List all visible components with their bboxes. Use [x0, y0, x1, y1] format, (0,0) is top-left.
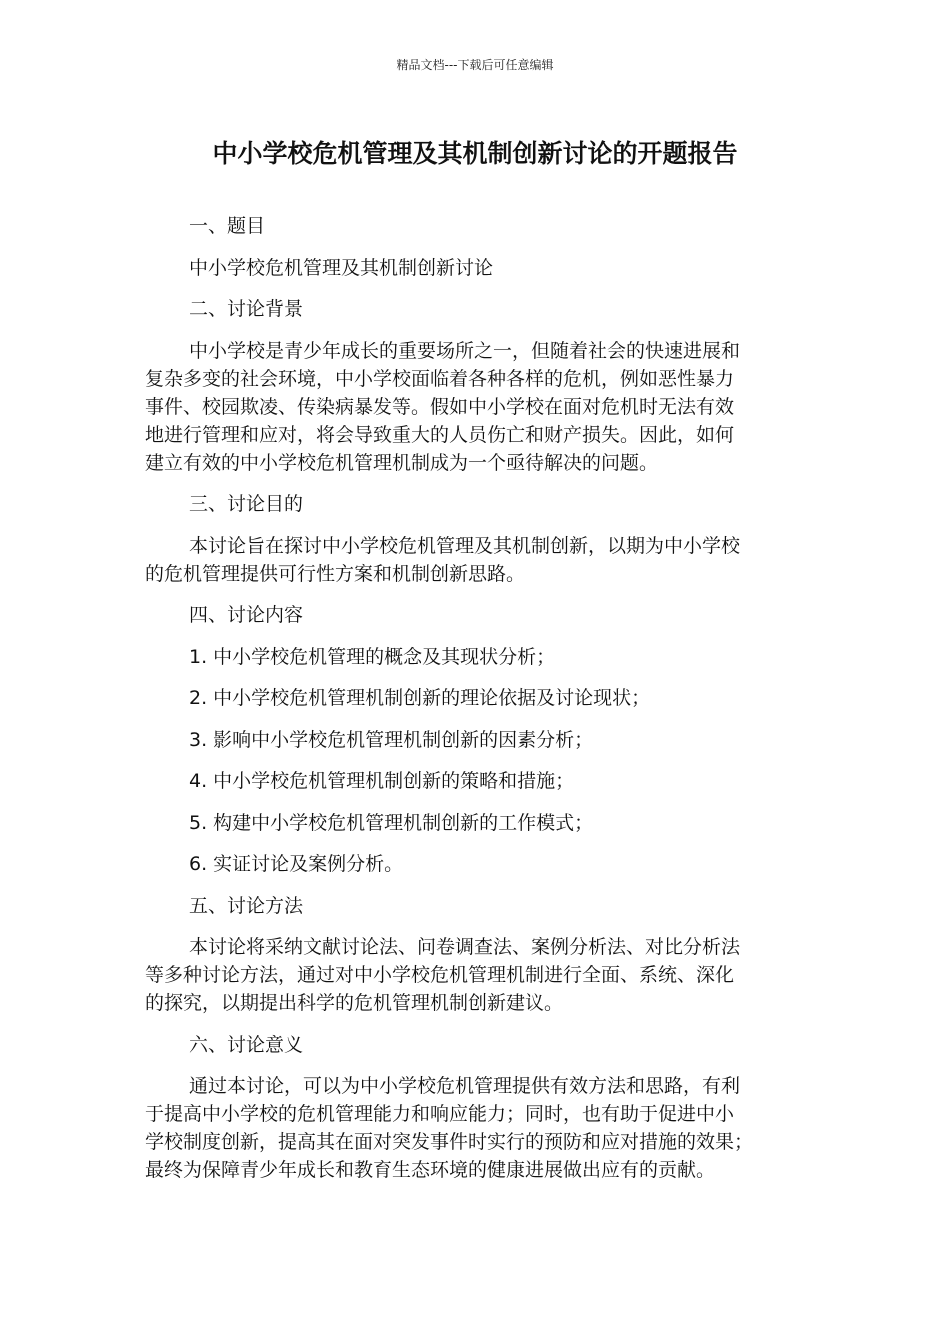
paragraph-line: 建立有效的中小学校危机管理机制成为一个亟待解决的问题。 [145, 451, 659, 474]
paragraph-line: 中小学校是青少年成长的重要场所之一，但随着社会的快速进展和 [189, 339, 741, 362]
paragraph-line: 地进行管理和应对，将会导致重大的人员伤亡和财产损失。因此，如何 [145, 423, 735, 446]
content-list-item: 3. 影响中小学校危机管理机制创新的因素分析； [189, 728, 594, 751]
paragraph-line: 复杂多变的社会环境，中小学校面临着各种各样的危机，例如恶性暴力 [145, 367, 735, 390]
paragraph-line: 事件、校园欺凌、传染病暴发等。假如中小学校在面对危机时无法有效 [145, 395, 735, 418]
methods-paragraph [145, 933, 805, 1017]
section-heading-methods: 五、讨论方法 [189, 894, 304, 917]
section-heading-topic: 一、题目 [189, 215, 266, 237]
content-list-item: 2. 中小学校危机管理机制创新的理论依据及讨论现状； [189, 687, 651, 709]
header-note: 精品文档---下载后可任意编辑 [396, 58, 554, 72]
document-title: 中小学校危机管理及其机制创新讨论的开题报告 [212, 139, 738, 168]
paragraph-line: 学校制度创新，提高其在面对突发事件时实行的预防和应对措施的效果； [145, 1131, 754, 1153]
paragraph-line: 等多种讨论方法，通过对中小学校危机管理机制进行全面、系统、深化 [145, 964, 735, 986]
paragraph-line: 于提高中小学校的危机管理能力和响应能力；同时，也有助于促进中小 [145, 1103, 735, 1125]
significance-paragraph [145, 1072, 805, 1184]
paragraph-line: 的危机管理提供可行性方案和机制创新思路。 [145, 562, 526, 585]
content-list-item: 5. 构建中小学校危机管理机制创新的工作模式； [189, 811, 594, 834]
paragraph-line: 本讨论将采纳文献讨论法、问卷调查法、案例分析法、对比分析法 [189, 936, 741, 958]
paragraph-line: 通过本讨论，可以为中小学校危机管理提供有效方法和思路，有利 [189, 1075, 741, 1097]
background-paragraph [145, 337, 805, 477]
section-heading-background: 二、讨论背景 [189, 298, 304, 320]
section-heading-content: 四、讨论内容 [189, 604, 304, 626]
content-list-item: 6. 实证讨论及案例分析。 [189, 853, 404, 875]
purpose-paragraph [145, 532, 805, 588]
content-list-item: 1. 中小学校危机管理的概念及其现状分析； [189, 645, 556, 668]
content-list-item: 4. 中小学校危机管理机制创新的策略和措施； [189, 770, 575, 792]
section-heading-significance: 六、讨论意义 [189, 1033, 304, 1056]
paragraph-line: 的探究，以期提出科学的危机管理机制创新建议。 [145, 992, 564, 1014]
topic-text: 中小学校危机管理及其机制创新讨论 [189, 256, 494, 279]
document-body [145, 212, 805, 1198]
paragraph-line: 最终为保障青少年成长和教育生态环境的健康进展做出应有的贡献。 [145, 1159, 716, 1181]
section-heading-purpose: 三、讨论目的 [189, 493, 304, 515]
paragraph-line: 本讨论旨在探讨中小学校危机管理及其机制创新，以期为中小学校 [189, 534, 741, 557]
